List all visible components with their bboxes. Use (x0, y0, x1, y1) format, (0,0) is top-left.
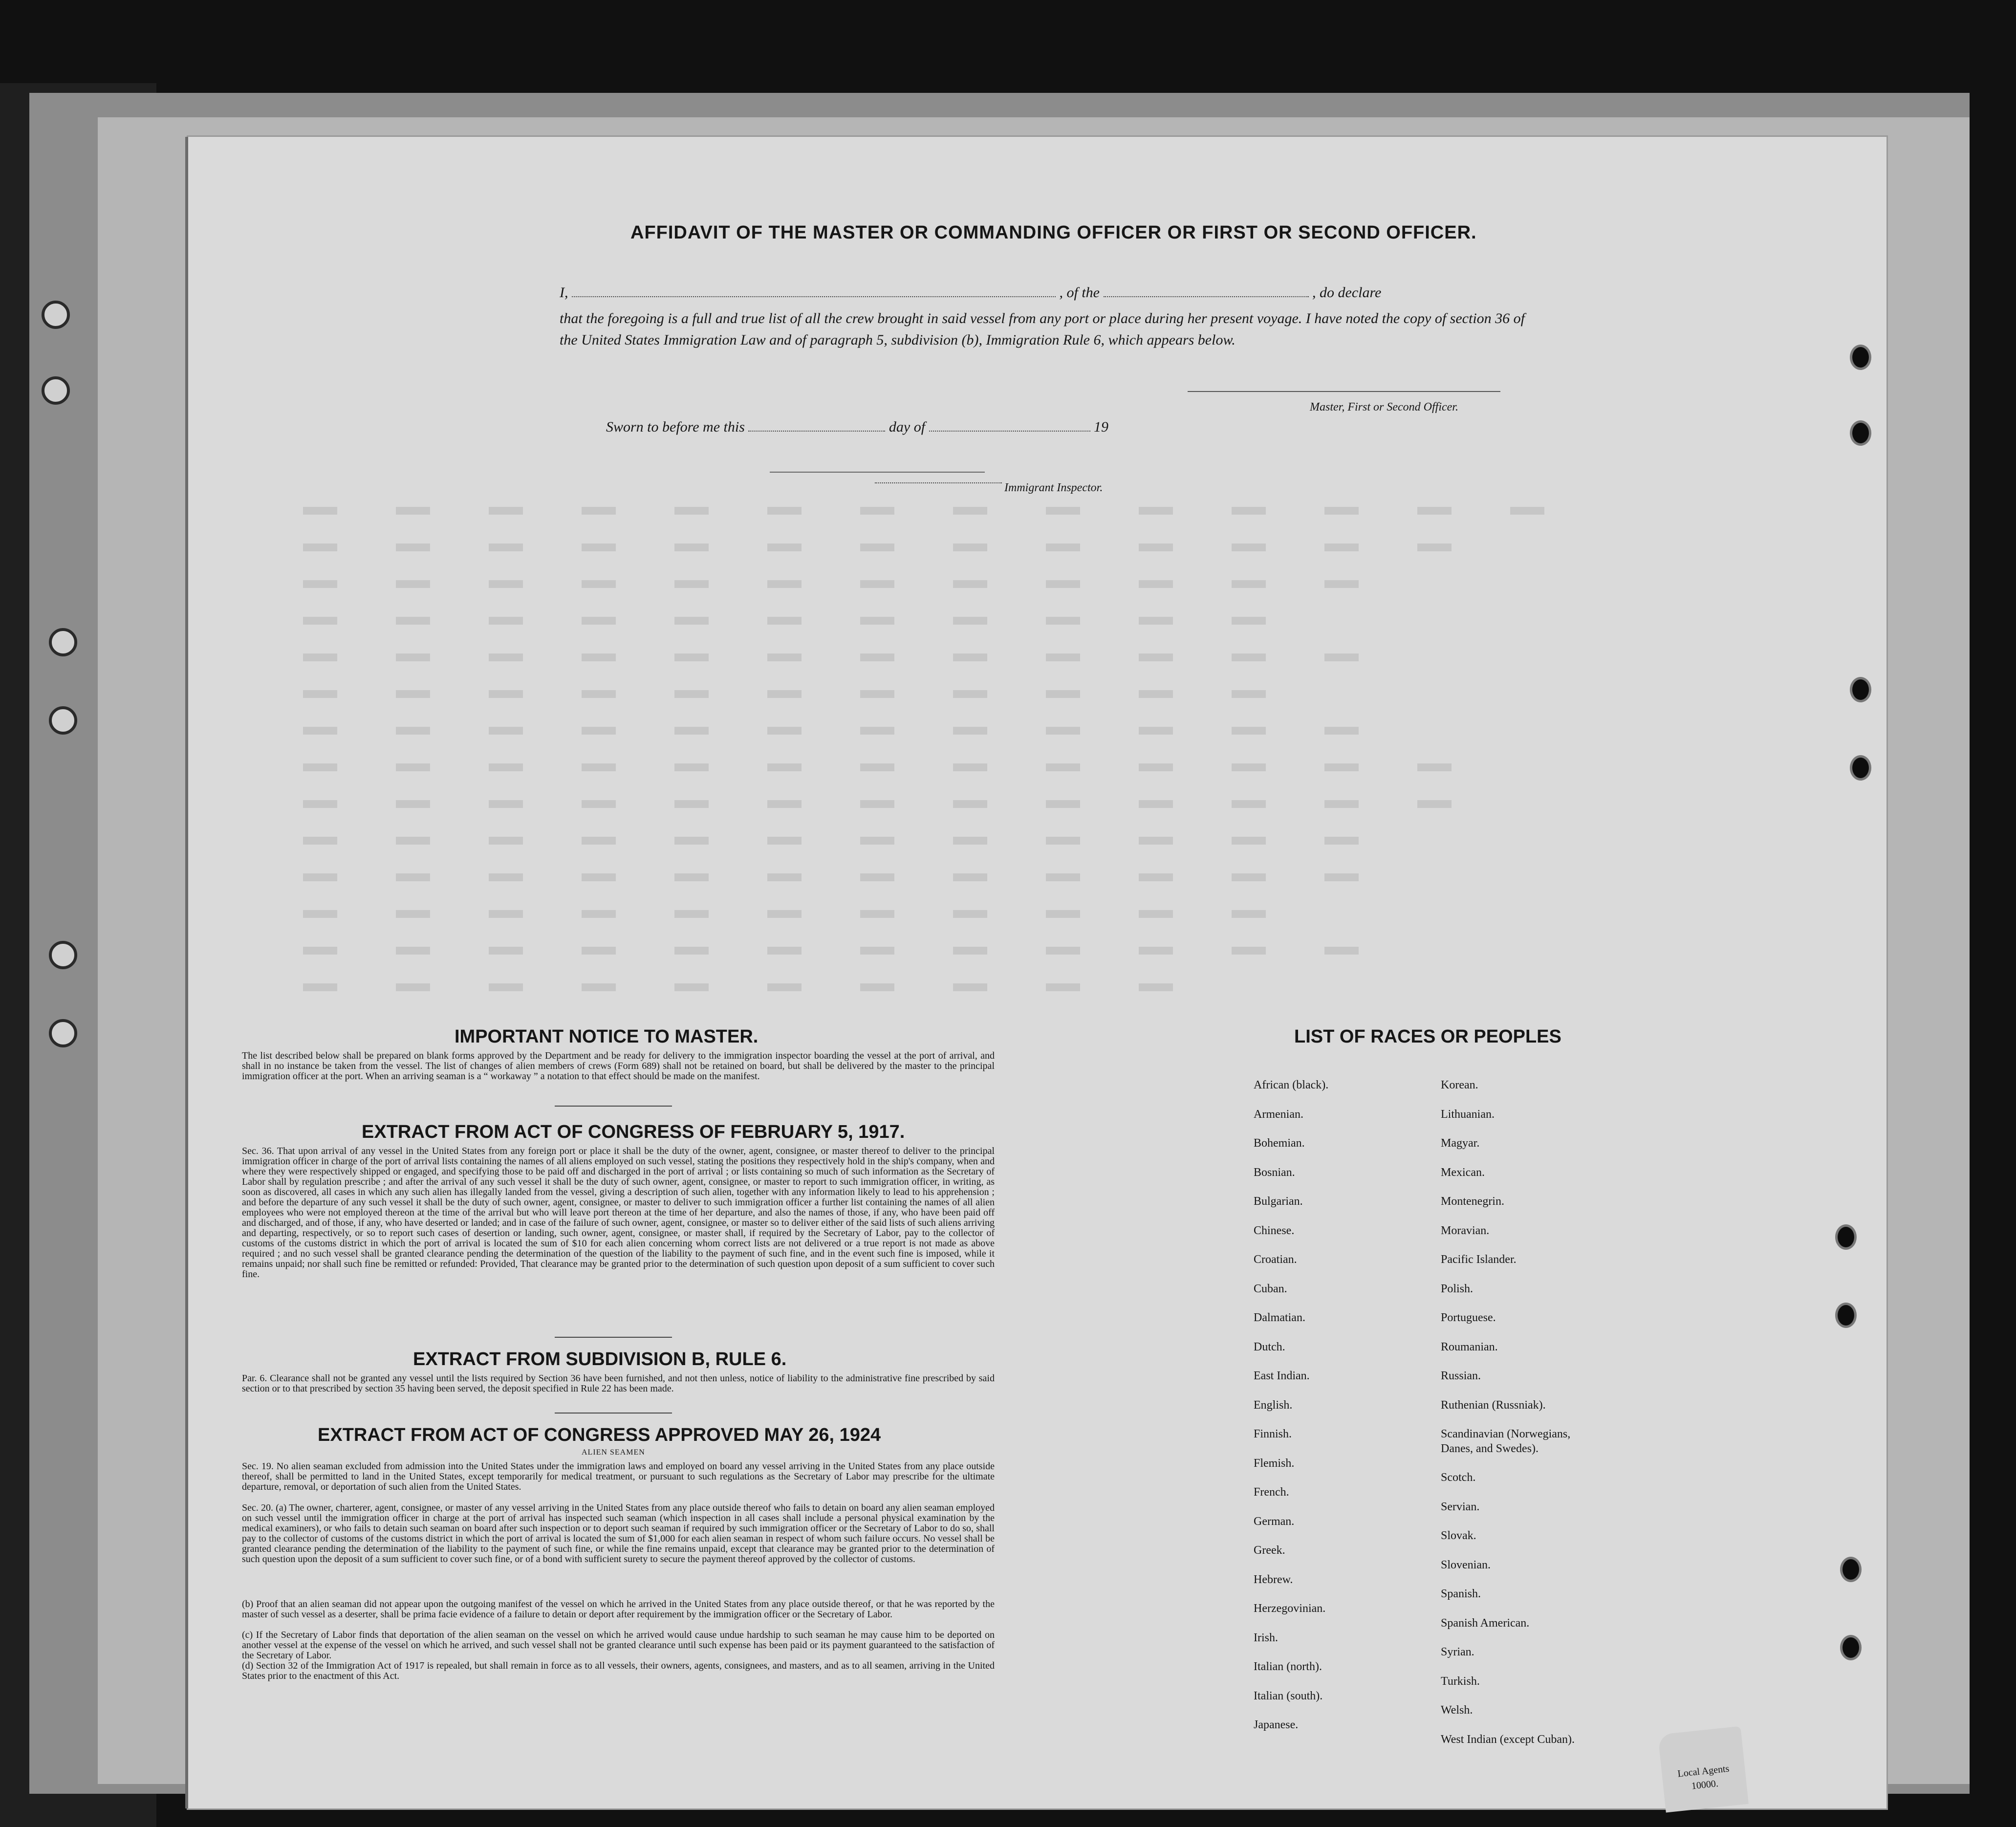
extract-1924-sec20b: (b) Proof that an alien seaman did not appear upon the outgoing manifest of the vessel on which he arrived in the United States from any place outside thereof, or that he was reported by the master of such vessel as a deserter, shall be prima facie evidence of a failure to detain or deport after requirement by the immigration officer or the Secretary of Labor. (242, 1599, 995, 1620)
race-entry: Servian. (1441, 1500, 1480, 1513)
race-entry: Chinese. (1254, 1224, 1295, 1237)
race-entry: Slovak. (1441, 1529, 1476, 1542)
stamp-line2: 10000. (1691, 1778, 1719, 1792)
race-entry: Lithuanian. (1441, 1108, 1495, 1121)
extract-1924-sec20d: (d) Section 32 of the Immigration Act of 1917 is repealed, but shall remain in force as to all vessels, their owners, agents, consignees, and masters, and as to all seamen, arriving in the United States prior to the enactment of this Act. (242, 1660, 995, 1681)
race-entry: Montenegrin. (1441, 1195, 1504, 1208)
race-entry: Herzegovinian. (1254, 1602, 1326, 1615)
race-entry: Slovenian. (1441, 1558, 1491, 1571)
race-entry: French. (1254, 1486, 1289, 1499)
binder-hole (49, 706, 77, 735)
extract-rule6-text: Par. 6. Clearance shall not be granted any vessel until the lists required by Section 36 have been furnished, and not then unless, notice of liability to the administrative fine prescribed by said section or to that prescribed by section 35 having been served, the deposit specified in Rule 22 has been made. (242, 1373, 995, 1394)
race-entry: German. (1254, 1515, 1295, 1528)
punch-hole (1850, 345, 1871, 370)
sworn-year: 19 (1094, 419, 1109, 435)
signature-line[interactable] (1188, 391, 1500, 392)
race-entry: Portuguese. (1441, 1311, 1496, 1324)
punch-hole (1840, 1557, 1862, 1582)
race-entry: Japanese. (1254, 1718, 1299, 1731)
binder-hole (49, 941, 77, 969)
race-entry: Irish. (1254, 1631, 1278, 1644)
race-entry: Spanish. (1441, 1588, 1481, 1600)
race-entry: Welsh. (1441, 1704, 1473, 1717)
declaration-of-the: , of the (1059, 284, 1100, 301)
punch-hole (1840, 1635, 1862, 1660)
binder-hole (42, 301, 70, 329)
race-entry: Bulgarian. (1254, 1195, 1303, 1208)
race-entry: East Indian. (1254, 1370, 1310, 1382)
extract-1924-title: EXTRACT FROM ACT OF CONGRESS APPROVED MAY 26, 1924 (318, 1425, 881, 1445)
divider (555, 1106, 672, 1107)
race-entry: Croatian. (1254, 1253, 1297, 1266)
race-entry: Armenian. (1254, 1108, 1303, 1121)
race-entry: Magyar. (1441, 1137, 1480, 1150)
inspector-line[interactable] (770, 472, 985, 473)
extract-1924-sec20c: (c) If the Secretary of Labor finds that deportation of the alien seaman on the vessel on which he arrived would cause undue hardship to such seaman he may cause him to be deported on another vessel at the expense of the vessel on which he arrived, and such vessel shall not be granted clearance until such expense has been paid or its payment guaranteed to the satisfaction of the Secretary of Labor. (242, 1630, 995, 1661)
extract-rule6-title: EXTRACT FROM SUBDIVISION B, RULE 6. (413, 1349, 787, 1370)
officer-name-field[interactable] (572, 283, 1056, 297)
vessel-name-field[interactable] (1104, 283, 1309, 297)
sworn-line (606, 418, 1108, 435)
race-entry: Dalmatian. (1254, 1311, 1305, 1324)
race-entry: Moravian. (1441, 1224, 1490, 1237)
declaration-paragraph: that the foregoing is a full and true list of all the crew brought in said vessel from any port or place during her present voyage. I have noted the copy of section 36 of the United States Immigration Law and of paragraph 5, subdivision (b), Immigration Rule 6, which appears below. (560, 310, 1525, 348)
race-entry: African (black). (1254, 1079, 1329, 1091)
divider (555, 1413, 672, 1414)
races-right-column (1441, 1078, 1666, 1761)
race-entry: Turkish. (1441, 1675, 1480, 1688)
notice-title: IMPORTANT NOTICE TO MASTER. (455, 1026, 759, 1047)
extract-1924-sec19: Sec. 19. No alien seaman excluded from admission into the United States under the immigration laws and employed on board any vessel arriving in the United States from any place outside thereof, shall be permitted to land in the United States, except temporarily for medical treatment, or pursuant to such regulations as the Secretary of Labor may prescribe for the ultimate departure, removal, or deportation of such alien from the United States. (242, 1461, 995, 1492)
signature-label: Master, First or Second Officer. (1310, 401, 1458, 413)
torn-stamp (1658, 1726, 1749, 1813)
races-title: LIST OF RACES OR PEOPLES (1294, 1026, 1561, 1047)
race-entry: Russian. (1441, 1370, 1481, 1382)
race-entry: Bohemian. (1254, 1137, 1305, 1150)
notice-text: The list described below shall be prepared on blank forms approved by the Department and be ready for delivery to the immigration inspector boarding the vessel at the port of arrival, and shall in no instance be taken from the vessel. The list of changes of alien members of crews (Form 689) shall not be retained on board, but shall be delivered by the master to the principal immigration officer at the port. When an arriving seaman is a “ workaway ” a notation to that effect should be made on the manifest. (242, 1050, 995, 1082)
race-entry: Spanish American. (1441, 1616, 1530, 1630)
punch-hole (1835, 1224, 1857, 1250)
race-entry: Greek. (1254, 1544, 1285, 1557)
extract-1917-text: Sec. 36. That upon arrival of any vessel in the United States from any foreign port or place it shall be the duty of the owner, agent, consignee, or master thereof to deliver to the principal immigration officer in charge of the port of arrival lists containing the names of all aliens employed on such vessel, stating the positions they respectively hold in the ship's company, when and where they were respectively shipped or engaged, and specifying those to be paid off and discharged in the port of arrival ; or lists containing so much of such information as the Secretary of Labor shall by regulation prescribe ; and after the arrival of any such vessel it shall be the duty of such owner, agent, consignee, or master to report to such immigration officer, in writing, as soon as discovered, all cases in which any such alien has illegally landed from the vessel, giving a description of such alien, together with any information likely to lead to his apprehension ; and before the departure of any such vessel it shall be the duty of such owner, agent, consignee, or master to deliver to such immigration officer a further list containing the names of all alien employees who were not employed thereon at the time of the arrival but who will leave port thereon at the time of her departure, and also the names of those, if any, who have been paid off and discharged, and of those, if any, who have deserted or landed; and in case of the failure of such owner, agent, consignee, or master so to deliver either of the said lists of such aliens arriving and departing, respectively, or so to report such cases of desertion or landing, such owner, agent, consignee, or master shall, if required by the Secretary of Labor, pay to the collector of customs of the customs district in which the port of arrival is located the sum of $10 for each alien concerning whom correct lists are not delivered or a true report is not made as above required ; and no such vessel shall be granted clearance pending the determination of the question of the liability to the payment of such fine, and in the event such fine is imposed, while it remains unpaid; nor shall such fine be remitted or refunded: Provided, That clearance may be granted prior to the determination of such question upon deposit of a sum sufficient to cover such fine. (242, 1146, 995, 1280)
extract-1924-sec20a: Sec. 20. (a) The owner, charterer, agent, consignee, or master of any vessel arriving in the United States from any place outside thereof who fails to detain on board any alien seaman employed on such vessel until the immigration officer in charge at the port of arrival has inspected such seaman (which inspection in all cases shall include a personal physical examination by the medical examiners), or who fails to detain such seaman on board after such inspection or to deport such seaman if required by such immigration officer or the Secretary of Labor to do so, shall pay to the collector of customs of the customs district in which the port of arrival is located the sum of $1,000 for each alien seaman in respect of whom such failure occurs. No vessel shall be granted clearance pending the determination of the liability to the payment of such fine, or while the fine remains unpaid, except that clearance may be granted prior to the determination of such question upon the deposit of a sum sufficient to cover such fine, or of a bond with sufficient surety to secure the payment thereof approved by the collector of customs. (242, 1502, 995, 1565)
race-entry: Finnish. (1254, 1428, 1292, 1440)
race-entry: West Indian (except Cuban). (1441, 1733, 1575, 1746)
race-entry: Syrian. (1441, 1646, 1474, 1658)
race-entry: English. (1254, 1398, 1293, 1412)
inspector-signature-field (875, 481, 1002, 483)
binder-hole (49, 628, 77, 656)
binder-hole (42, 376, 70, 405)
declaration-line (560, 283, 1381, 301)
punch-hole (1850, 755, 1871, 781)
punch-hole (1850, 677, 1871, 702)
race-entry: Korean. (1441, 1079, 1478, 1091)
race-entry: Dutch. (1254, 1340, 1285, 1353)
race-entry: Bosnian. (1254, 1166, 1295, 1179)
race-entry: Ruthenian (Russniak). (1441, 1398, 1546, 1412)
race-entry: Cuban. (1254, 1282, 1287, 1295)
sworn-day-of: day of (889, 419, 926, 435)
race-entry: Scotch. (1441, 1471, 1476, 1484)
race-entry: Polish. (1441, 1282, 1474, 1295)
stamp-line1: Local Agents (1677, 1763, 1730, 1780)
sworn-day-field[interactable] (748, 418, 885, 432)
declaration-i: I, (560, 284, 568, 301)
race-entry: Hebrew. (1254, 1573, 1293, 1586)
inspector-label: Immigrant Inspector. (1004, 481, 1103, 494)
punch-hole (1835, 1303, 1857, 1328)
affidavit-title: AFFIDAVIT OF THE MASTER OR COMMANDING OFFICER OR FIRST OR SECOND OFFICER. (630, 222, 1477, 243)
declaration-do-declare: , do declare (1312, 284, 1382, 301)
sworn-label: Sworn to before me this (606, 419, 745, 435)
race-entry: Scandinavian (Norwegians, Danes, and Swedes). (1441, 1428, 1571, 1455)
race-entry: Mexican. (1441, 1166, 1485, 1179)
sworn-month-field[interactable] (929, 418, 1090, 432)
binder-hole (49, 1019, 77, 1047)
race-entry: Italian (south). (1254, 1689, 1323, 1702)
race-entry: Roumanian. (1441, 1340, 1498, 1353)
punch-hole (1850, 420, 1871, 446)
divider (555, 1337, 672, 1338)
race-entry: Flemish. (1254, 1457, 1295, 1470)
race-entry: Pacific Islander. (1441, 1253, 1517, 1266)
race-entry: Italian (north). (1254, 1660, 1322, 1673)
extract-1917-title: EXTRACT FROM ACT OF CONGRESS OF FEBRUARY 5, 1917. (362, 1122, 905, 1142)
extract-1924-subtitle: ALIEN SEAMEN (582, 1448, 645, 1457)
